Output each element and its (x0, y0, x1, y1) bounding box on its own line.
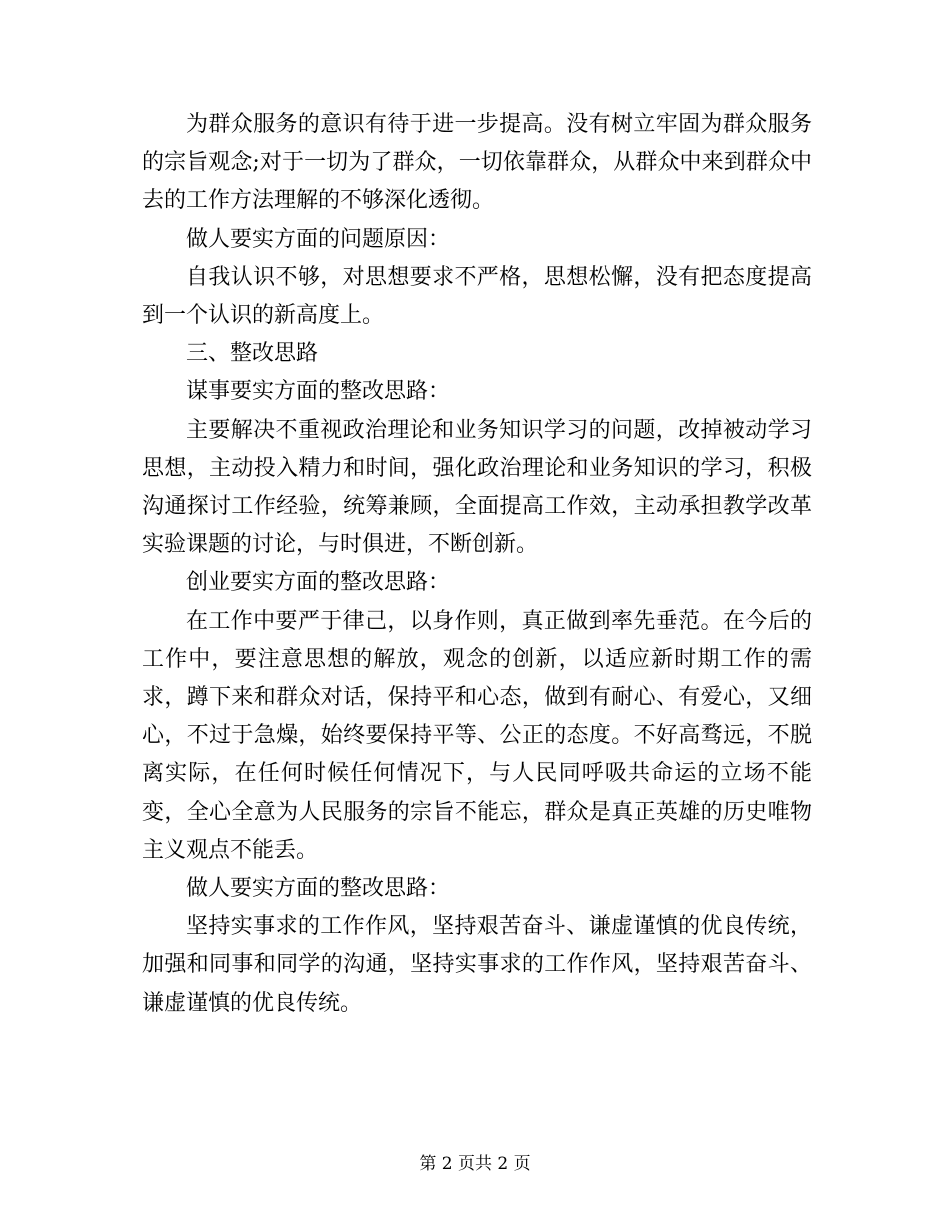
paragraph: 谋事要实方面的整改思路： (186, 379, 451, 405)
paragraph: 为群众服务的意识有待于进一步提高。没有树立牢固为群众服务的宗旨观念;对于一切为了群众，一切依靠群众，从群众中来到群众中去的工作方法理解的不够深化透彻。 (142, 112, 812, 214)
section-heading: 三、整改思路 (186, 341, 319, 367)
page-number-footer: 第 2 页共 2 页 (419, 1154, 531, 1174)
document-body (142, 106, 812, 1023)
paragraph: 做人要实方面的整改思路： (186, 876, 451, 902)
paragraph: 创业要实方面的整改思路： (186, 570, 451, 596)
paragraph: 主要解决不重视政治理论和业务知识学习的问题，改掉被动学习思想，主动投入精力和时间，强化政治理论和业务知识的学习，积极沟通探讨工作经验，统筹兼顾，全面提高工作效，主动承担教学改革实验课题的讨论，与时俱进，不断创新。 (142, 417, 812, 558)
paragraph: 坚持实事求的工作作风，坚持艰苦奋斗、谦虚谨慎的优良传统，加强和同事和同学的沟通，坚持实事求的工作作风，坚持艰苦奋斗、谦虚谨慎的优良传统。 (142, 914, 812, 1016)
paragraph: 在工作中要严于律己，以身作则，真正做到率先垂范。在今后的工作中，要注意思想的解放，观念的创新，以适应新时期工作的需求，蹲下来和群众对话，保持平和心态，做到有耐心、有爱心，又细心，不过于急燥，始终要保持平等、公正的态度。不好高骛远，不脱离实际，在任何时候任何情况下，与人民同呼吸共命运的立场不能变，全心全意为人民服务的宗旨不能忘，群众是真正英雄的历史唯物主义观点不能丢。 (142, 608, 812, 863)
paragraph: 做人要实方面的问题原因： (186, 226, 451, 252)
paragraph: 自我认识不够，对思想要求不严格，思想松懈，没有把态度提高到一个认识的新高度上。 (142, 264, 812, 329)
